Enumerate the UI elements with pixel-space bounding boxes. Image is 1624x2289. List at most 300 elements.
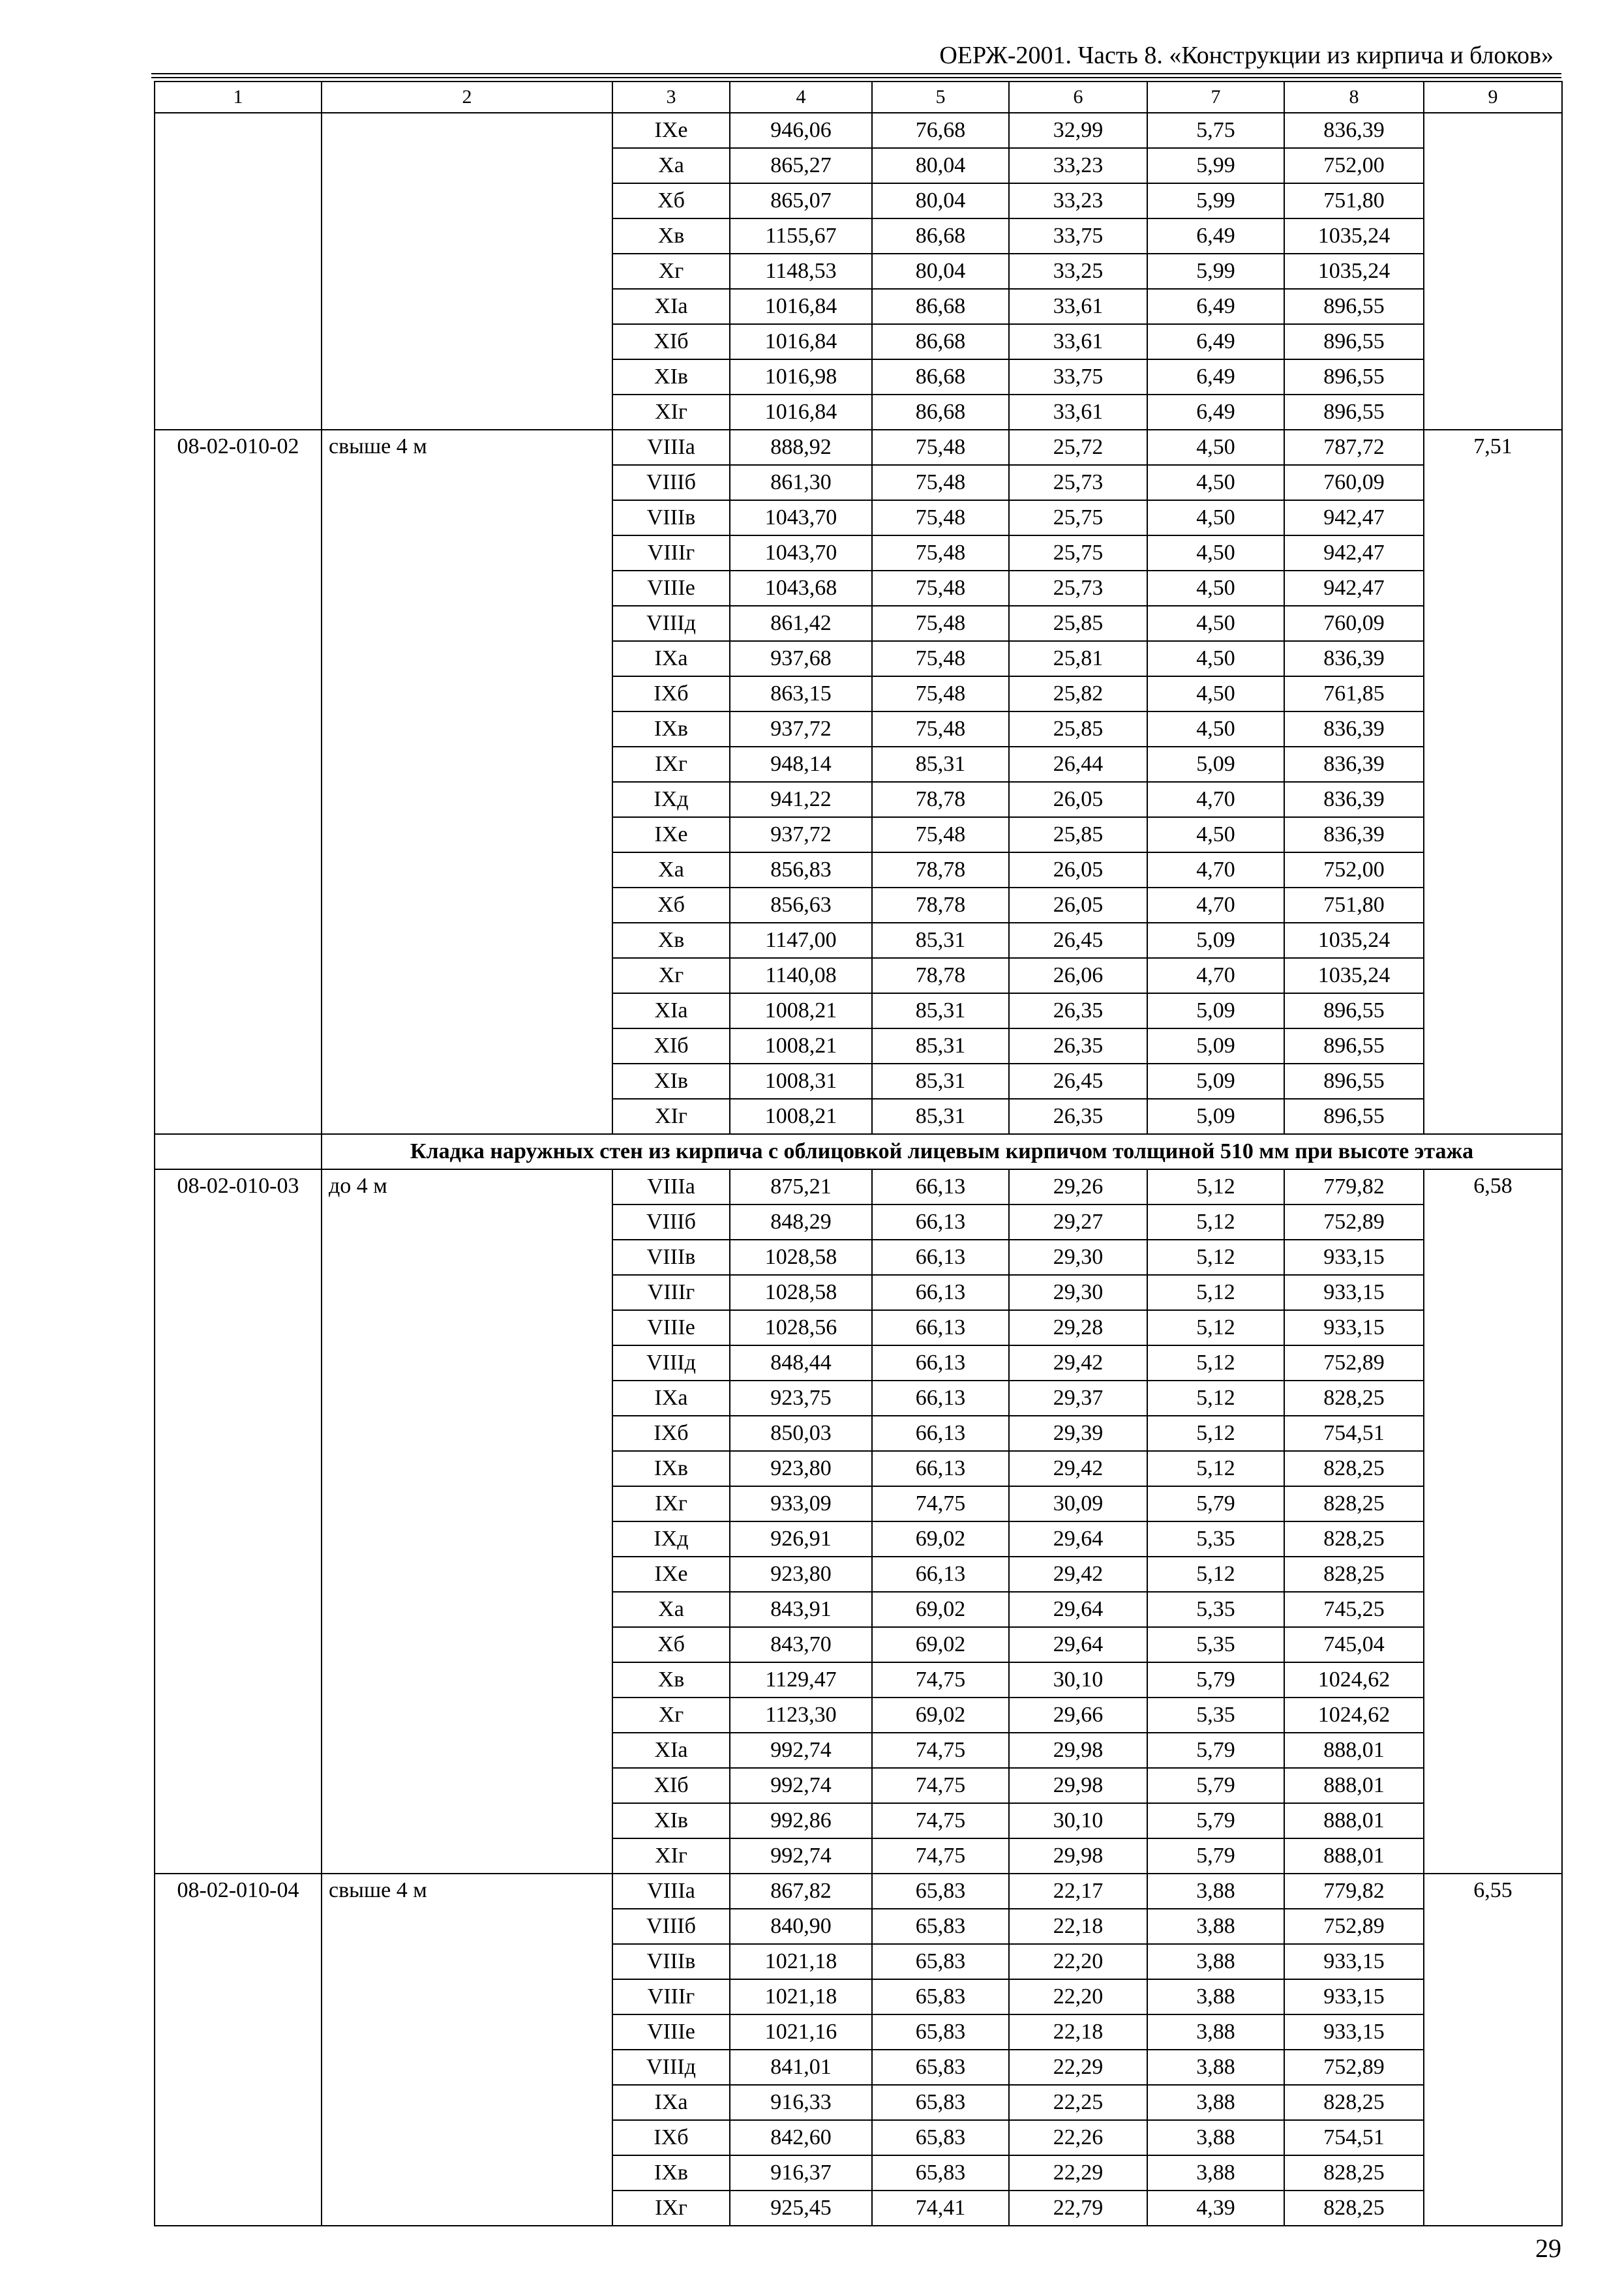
zone-cell: Xг <box>612 1698 730 1733</box>
zone-cell: Xг <box>612 254 730 289</box>
value-cell: 4,50 <box>1147 465 1284 500</box>
value-cell: 916,33 <box>730 2085 872 2120</box>
rate-description: свыше 4 м <box>322 430 612 1134</box>
value-cell: 933,15 <box>1284 1275 1424 1310</box>
value-cell: 5,35 <box>1147 1592 1284 1627</box>
value-cell: 4,50 <box>1147 500 1284 535</box>
value-cell: 66,13 <box>872 1310 1009 1345</box>
value-cell: 6,49 <box>1147 359 1284 395</box>
column-number: 4 <box>730 82 872 113</box>
value-cell: 29,98 <box>1009 1733 1147 1768</box>
value-cell: 74,75 <box>872 1838 1009 1874</box>
value-cell: 65,83 <box>872 2120 1009 2155</box>
value-cell: 5,09 <box>1147 747 1284 782</box>
value-cell: 66,13 <box>872 1204 1009 1240</box>
value-cell: 1024,62 <box>1284 1698 1424 1733</box>
value-cell: 66,13 <box>872 1345 1009 1381</box>
column-number: 1 <box>155 82 322 113</box>
value-cell: 842,60 <box>730 2120 872 2155</box>
value-cell: 863,15 <box>730 676 872 711</box>
value-cell: 33,75 <box>1009 359 1147 395</box>
value-cell: 865,27 <box>730 148 872 183</box>
value-cell: 836,39 <box>1284 711 1424 747</box>
value-cell: 896,55 <box>1284 1099 1424 1134</box>
value-cell: 4,50 <box>1147 641 1284 676</box>
zone-cell: XIб <box>612 1768 730 1803</box>
value-cell: 4,70 <box>1147 888 1284 923</box>
value-cell: 888,01 <box>1284 1838 1424 1874</box>
labor-norm: 6,58 <box>1424 1169 1562 1874</box>
value-cell: 923,80 <box>730 1557 872 1592</box>
value-cell: 25,73 <box>1009 571 1147 606</box>
value-cell: 29,30 <box>1009 1240 1147 1275</box>
value-cell: 33,25 <box>1009 254 1147 289</box>
value-cell: 30,10 <box>1009 1662 1147 1698</box>
zone-cell: Xa <box>612 148 730 183</box>
value-cell: 29,64 <box>1009 1627 1147 1662</box>
value-cell: 843,91 <box>730 1592 872 1627</box>
value-cell: 937,68 <box>730 641 872 676</box>
value-cell: 896,55 <box>1284 1028 1424 1064</box>
value-cell: 29,98 <box>1009 1838 1147 1874</box>
value-cell: 5,99 <box>1147 183 1284 218</box>
value-cell: 74,75 <box>872 1486 1009 1521</box>
value-cell: 888,92 <box>730 430 872 465</box>
value-cell: 86,68 <box>872 395 1009 430</box>
zone-cell: IXг <box>612 1486 730 1521</box>
zone-cell: IXд <box>612 782 730 817</box>
zone-cell: IXa <box>612 641 730 676</box>
zone-cell: VIIIб <box>612 1909 730 1944</box>
value-cell: 1016,98 <box>730 359 872 395</box>
value-cell: 29,39 <box>1009 1416 1147 1451</box>
zone-cell: Xб <box>612 183 730 218</box>
value-cell: 65,83 <box>872 2014 1009 2050</box>
table-row <box>155 113 1562 148</box>
value-cell: 1021,18 <box>730 1944 872 1979</box>
value-cell: 22,79 <box>1009 2191 1147 2226</box>
value-cell: 752,00 <box>1284 852 1424 888</box>
column-number: 9 <box>1424 82 1562 113</box>
value-cell: 75,48 <box>872 500 1009 535</box>
value-cell: 29,98 <box>1009 1768 1147 1803</box>
zone-cell: IXв <box>612 2155 730 2191</box>
value-cell: 942,47 <box>1284 571 1424 606</box>
value-cell: 896,55 <box>1284 289 1424 324</box>
value-cell: 896,55 <box>1284 359 1424 395</box>
value-cell: 1129,47 <box>730 1662 872 1698</box>
value-cell: 65,83 <box>872 1979 1009 2014</box>
value-cell: 6,49 <box>1147 218 1284 254</box>
table-row <box>155 1169 1562 1204</box>
value-cell: 937,72 <box>730 817 872 852</box>
rate-description <box>322 113 612 430</box>
section-heading-row <box>155 1134 1562 1169</box>
zone-cell: VIIIe <box>612 1310 730 1345</box>
rate-description: до 4 м <box>322 1169 612 1874</box>
value-cell: 3,88 <box>1147 1979 1284 2014</box>
value-cell: 923,75 <box>730 1381 872 1416</box>
value-cell: 80,04 <box>872 254 1009 289</box>
value-cell: 836,39 <box>1284 782 1424 817</box>
value-cell: 787,72 <box>1284 430 1424 465</box>
value-cell: 933,15 <box>1284 1979 1424 2014</box>
column-number-row <box>155 82 1562 113</box>
zone-cell: Xб <box>612 1627 730 1662</box>
value-cell: 5,12 <box>1147 1345 1284 1381</box>
value-cell: 828,25 <box>1284 2155 1424 2191</box>
column-number: 2 <box>322 82 612 113</box>
zone-cell: IXб <box>612 1416 730 1451</box>
zone-cell: Xa <box>612 852 730 888</box>
value-cell: 745,25 <box>1284 1592 1424 1627</box>
value-cell: 26,05 <box>1009 852 1147 888</box>
value-cell: 946,06 <box>730 113 872 148</box>
value-cell: 85,31 <box>872 993 1009 1028</box>
value-cell: 865,07 <box>730 183 872 218</box>
zone-cell: VIIIг <box>612 535 730 571</box>
value-cell: 65,83 <box>872 2155 1009 2191</box>
value-cell: 66,13 <box>872 1275 1009 1310</box>
value-cell: 896,55 <box>1284 324 1424 359</box>
value-cell: 5,35 <box>1147 1521 1284 1557</box>
value-cell: 1016,84 <box>730 395 872 430</box>
table-row <box>155 1874 1562 1909</box>
value-cell: 841,01 <box>730 2050 872 2085</box>
labor-norm <box>1424 113 1562 430</box>
value-cell: 1140,08 <box>730 958 872 993</box>
value-cell: 30,10 <box>1009 1803 1147 1838</box>
value-cell: 26,05 <box>1009 888 1147 923</box>
value-cell: 75,48 <box>872 571 1009 606</box>
value-cell: 75,48 <box>872 641 1009 676</box>
value-cell: 25,85 <box>1009 817 1147 852</box>
value-cell: 86,68 <box>872 218 1009 254</box>
value-cell: 3,88 <box>1147 1944 1284 1979</box>
zone-cell: VIIIв <box>612 500 730 535</box>
zone-cell: XIa <box>612 993 730 1028</box>
value-cell: 861,42 <box>730 606 872 641</box>
value-cell: 1043,70 <box>730 535 872 571</box>
value-cell: 1035,24 <box>1284 218 1424 254</box>
value-cell: 29,42 <box>1009 1557 1147 1592</box>
value-cell: 78,78 <box>872 782 1009 817</box>
value-cell: 937,72 <box>730 711 872 747</box>
value-cell: 751,80 <box>1284 888 1424 923</box>
value-cell: 836,39 <box>1284 113 1424 148</box>
zone-cell: IXe <box>612 113 730 148</box>
value-cell: 843,70 <box>730 1627 872 1662</box>
value-cell: 5,09 <box>1147 993 1284 1028</box>
page-number: 29 <box>1535 2234 1561 2263</box>
value-cell: 828,25 <box>1284 1486 1424 1521</box>
value-cell: 861,30 <box>730 465 872 500</box>
value-cell: 888,01 <box>1284 1733 1424 1768</box>
value-cell: 86,68 <box>872 324 1009 359</box>
value-cell: 75,48 <box>872 535 1009 571</box>
value-cell: 888,01 <box>1284 1803 1424 1838</box>
value-cell: 22,20 <box>1009 1944 1147 1979</box>
value-cell: 828,25 <box>1284 2191 1424 2226</box>
zone-cell: VIIIд <box>612 2050 730 2085</box>
zone-cell: IXб <box>612 2120 730 2155</box>
value-cell: 3,88 <box>1147 2120 1284 2155</box>
zone-cell: XIв <box>612 359 730 395</box>
value-cell: 33,61 <box>1009 395 1147 430</box>
value-cell: 65,83 <box>872 1909 1009 1944</box>
value-cell: 1016,84 <box>730 289 872 324</box>
value-cell: 25,72 <box>1009 430 1147 465</box>
zone-cell: IXв <box>612 711 730 747</box>
value-cell: 29,26 <box>1009 1169 1147 1204</box>
value-cell: 1008,21 <box>730 1099 872 1134</box>
value-cell: 65,83 <box>872 1944 1009 1979</box>
value-cell: 22,29 <box>1009 2050 1147 2085</box>
value-cell: 933,09 <box>730 1486 872 1521</box>
value-cell: 760,09 <box>1284 465 1424 500</box>
zone-cell: XIa <box>612 1733 730 1768</box>
value-cell: 923,80 <box>730 1451 872 1486</box>
rates-table <box>154 81 1563 2226</box>
header-rule-double <box>151 77 1561 78</box>
zone-cell: Xв <box>612 218 730 254</box>
value-cell: 26,35 <box>1009 1099 1147 1134</box>
value-cell: 26,35 <box>1009 993 1147 1028</box>
value-cell: 22,18 <box>1009 2014 1147 2050</box>
value-cell: 66,13 <box>872 1381 1009 1416</box>
value-cell: 3,88 <box>1147 2085 1284 2120</box>
value-cell: 5,35 <box>1147 1627 1284 1662</box>
column-number: 8 <box>1284 82 1424 113</box>
zone-cell: VIIIa <box>612 1169 730 1204</box>
value-cell: 867,82 <box>730 1874 872 1909</box>
value-cell: 4,50 <box>1147 711 1284 747</box>
value-cell: 86,68 <box>872 289 1009 324</box>
value-cell: 752,89 <box>1284 1345 1424 1381</box>
value-cell: 25,75 <box>1009 535 1147 571</box>
rate-code: 08-02-010-03 <box>155 1169 322 1874</box>
zone-cell: VIIIa <box>612 430 730 465</box>
value-cell: 896,55 <box>1284 395 1424 430</box>
zone-cell: VIIIв <box>612 1240 730 1275</box>
value-cell: 5,79 <box>1147 1838 1284 1874</box>
value-cell: 828,25 <box>1284 1381 1424 1416</box>
value-cell: 5,12 <box>1147 1451 1284 1486</box>
value-cell: 933,15 <box>1284 2014 1424 2050</box>
value-cell: 69,02 <box>872 1592 1009 1627</box>
zone-cell: IXв <box>612 1451 730 1486</box>
value-cell: 5,09 <box>1147 1064 1284 1099</box>
value-cell: 828,25 <box>1284 1521 1424 1557</box>
value-cell: 836,39 <box>1284 641 1424 676</box>
value-cell: 875,21 <box>730 1169 872 1204</box>
zone-cell: IXд <box>612 1521 730 1557</box>
zone-cell: XIг <box>612 395 730 430</box>
value-cell: 85,31 <box>872 1028 1009 1064</box>
value-cell: 752,89 <box>1284 1204 1424 1240</box>
value-cell: 5,79 <box>1147 1486 1284 1521</box>
value-cell: 933,15 <box>1284 1310 1424 1345</box>
value-cell: 22,25 <box>1009 2085 1147 2120</box>
value-cell: 5,09 <box>1147 923 1284 958</box>
value-cell: 22,18 <box>1009 1909 1147 1944</box>
value-cell: 29,30 <box>1009 1275 1147 1310</box>
value-cell: 22,26 <box>1009 2120 1147 2155</box>
value-cell: 5,79 <box>1147 1733 1284 1768</box>
value-cell: 3,88 <box>1147 1874 1284 1909</box>
labor-norm: 7,51 <box>1424 430 1562 1134</box>
value-cell: 1028,58 <box>730 1240 872 1275</box>
zone-cell: VIIIд <box>612 1345 730 1381</box>
value-cell: 5,12 <box>1147 1169 1284 1204</box>
value-cell: 836,39 <box>1284 817 1424 852</box>
value-cell: 942,47 <box>1284 500 1424 535</box>
zone-cell: VIIIг <box>612 1275 730 1310</box>
value-cell: 752,00 <box>1284 148 1424 183</box>
zone-cell: VIIIб <box>612 465 730 500</box>
value-cell: 69,02 <box>872 1698 1009 1733</box>
column-number: 3 <box>612 82 730 113</box>
zone-cell: IXe <box>612 817 730 852</box>
value-cell: 992,74 <box>730 1768 872 1803</box>
value-cell: 1123,30 <box>730 1698 872 1733</box>
value-cell: 65,83 <box>872 2085 1009 2120</box>
value-cell: 4,50 <box>1147 676 1284 711</box>
value-cell: 760,09 <box>1284 606 1424 641</box>
rate-description: свыше 4 м <box>322 1874 612 2226</box>
value-cell: 754,51 <box>1284 1416 1424 1451</box>
value-cell: 4,50 <box>1147 606 1284 641</box>
value-cell: 25,73 <box>1009 465 1147 500</box>
zone-cell: IXг <box>612 747 730 782</box>
value-cell: 916,37 <box>730 2155 872 2191</box>
value-cell: 4,39 <box>1147 2191 1284 2226</box>
value-cell: 4,50 <box>1147 535 1284 571</box>
value-cell: 828,25 <box>1284 1557 1424 1592</box>
value-cell: 76,68 <box>872 113 1009 148</box>
section-heading: Кладка наружных стен из кирпича с облицовкой лицевым кирпичом толщиной 510 мм при высоте этажа <box>322 1134 1562 1169</box>
zone-cell: XIв <box>612 1803 730 1838</box>
value-cell: 6,49 <box>1147 395 1284 430</box>
value-cell: 74,75 <box>872 1803 1009 1838</box>
value-cell: 5,99 <box>1147 148 1284 183</box>
zone-cell: VIIIa <box>612 1874 730 1909</box>
rate-code <box>155 113 322 430</box>
value-cell: 26,45 <box>1009 1064 1147 1099</box>
value-cell: 26,35 <box>1009 1028 1147 1064</box>
value-cell: 1008,31 <box>730 1064 872 1099</box>
value-cell: 74,75 <box>872 1662 1009 1698</box>
value-cell: 848,44 <box>730 1345 872 1381</box>
value-cell: 1035,24 <box>1284 958 1424 993</box>
zone-cell: VIIIв <box>612 1944 730 1979</box>
value-cell: 1028,58 <box>730 1275 872 1310</box>
value-cell: 6,49 <box>1147 289 1284 324</box>
value-cell: 29,64 <box>1009 1592 1147 1627</box>
value-cell: 840,90 <box>730 1909 872 1944</box>
value-cell: 78,78 <box>872 958 1009 993</box>
zone-cell: VIIIг <box>612 1979 730 2014</box>
value-cell: 74,75 <box>872 1768 1009 1803</box>
value-cell: 78,78 <box>872 852 1009 888</box>
value-cell: 33,61 <box>1009 289 1147 324</box>
zone-cell: IXe <box>612 1557 730 1592</box>
value-cell: 941,22 <box>730 782 872 817</box>
value-cell: 26,06 <box>1009 958 1147 993</box>
zone-cell: XIв <box>612 1064 730 1099</box>
value-cell: 5,09 <box>1147 1099 1284 1134</box>
table-row <box>155 430 1562 465</box>
value-cell: 896,55 <box>1284 1064 1424 1099</box>
zone-cell: XIг <box>612 1099 730 1134</box>
value-cell: 5,12 <box>1147 1381 1284 1416</box>
value-cell: 850,03 <box>730 1416 872 1451</box>
value-cell: 29,42 <box>1009 1451 1147 1486</box>
value-cell: 1147,00 <box>730 923 872 958</box>
zone-cell: IXб <box>612 676 730 711</box>
value-cell: 26,44 <box>1009 747 1147 782</box>
value-cell: 66,13 <box>872 1169 1009 1204</box>
value-cell: 5,79 <box>1147 1662 1284 1698</box>
value-cell: 896,55 <box>1284 993 1424 1028</box>
value-cell: 74,75 <box>872 1733 1009 1768</box>
value-cell: 3,88 <box>1147 2050 1284 2085</box>
value-cell: 25,85 <box>1009 606 1147 641</box>
value-cell: 856,63 <box>730 888 872 923</box>
value-cell: 33,61 <box>1009 324 1147 359</box>
value-cell: 779,82 <box>1284 1874 1424 1909</box>
value-cell: 942,47 <box>1284 535 1424 571</box>
rate-code: 08-02-010-02 <box>155 430 322 1134</box>
value-cell: 1148,53 <box>730 254 872 289</box>
value-cell: 3,88 <box>1147 2155 1284 2191</box>
value-cell: 85,31 <box>872 747 1009 782</box>
value-cell: 69,02 <box>872 1627 1009 1662</box>
value-cell: 828,25 <box>1284 2085 1424 2120</box>
value-cell: 992,74 <box>730 1733 872 1768</box>
value-cell: 65,83 <box>872 2050 1009 2085</box>
value-cell: 22,20 <box>1009 1979 1147 2014</box>
zone-cell: Xв <box>612 923 730 958</box>
value-cell: 1043,68 <box>730 571 872 606</box>
value-cell: 33,23 <box>1009 148 1147 183</box>
value-cell: 25,82 <box>1009 676 1147 711</box>
value-cell: 6,49 <box>1147 324 1284 359</box>
value-cell: 836,39 <box>1284 747 1424 782</box>
value-cell: 66,13 <box>872 1557 1009 1592</box>
value-cell: 22,29 <box>1009 2155 1147 2191</box>
value-cell: 66,13 <box>872 1416 1009 1451</box>
value-cell: 32,99 <box>1009 113 1147 148</box>
value-cell: 4,70 <box>1147 782 1284 817</box>
value-cell: 5,12 <box>1147 1204 1284 1240</box>
value-cell: 4,70 <box>1147 958 1284 993</box>
value-cell: 75,48 <box>872 465 1009 500</box>
value-cell: 29,27 <box>1009 1204 1147 1240</box>
value-cell: 992,86 <box>730 1803 872 1838</box>
value-cell: 1016,84 <box>730 324 872 359</box>
value-cell: 1035,24 <box>1284 254 1424 289</box>
value-cell: 85,31 <box>872 923 1009 958</box>
value-cell: 1043,70 <box>730 500 872 535</box>
column-number: 7 <box>1147 82 1284 113</box>
value-cell: 752,89 <box>1284 1909 1424 1944</box>
zone-cell: Xa <box>612 1592 730 1627</box>
value-cell: 29,42 <box>1009 1345 1147 1381</box>
value-cell: 1028,56 <box>730 1310 872 1345</box>
value-cell: 856,83 <box>730 852 872 888</box>
zone-cell: XIб <box>612 324 730 359</box>
